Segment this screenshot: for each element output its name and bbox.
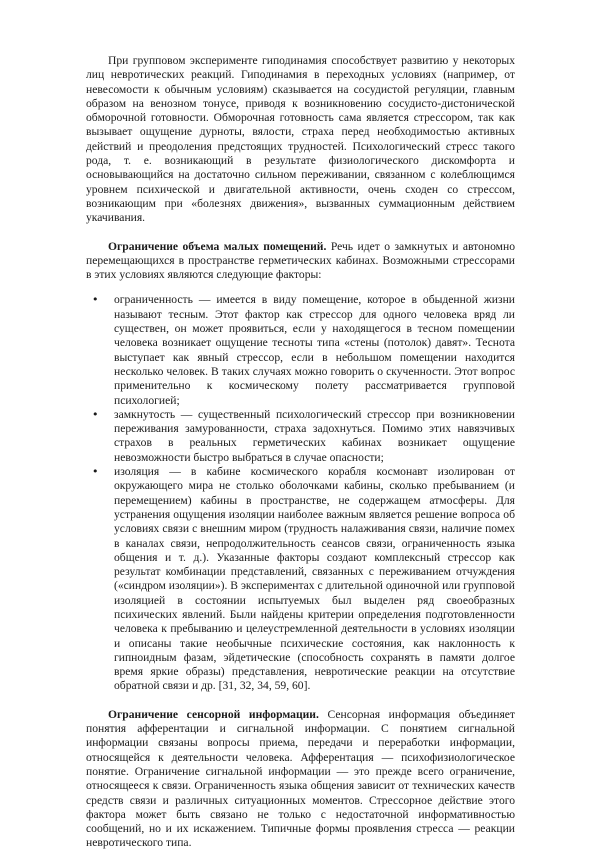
list-item (86, 408, 515, 465)
sensory-text: Сенсорная информация объединяет понятия афферентации и сигнальной информации. С понятием сигнальной информации связаны вопросы приема, передачи и переработки информации, относящейся к деятельности человека. Афферентация — психофизиологическое понятие. Ограничение сигнальной информации — это прежде всего ограничение, относящееся к связи. Ограниченность языка общения зависит от технических качеств средств связи и различных ситуационных моментов. Стрессорное действие этого фактора может быть связано не только с недостаточной информативностью сообщений, но и их искажением. Типичные формы проявления стресса — реакции невротического типа. (86, 707, 515, 850)
list-item-text: ограниченность — имеется в виду помещение, которое в обыденной жизни называют тесным. Этот фактор как стрессор для одного человека вряд ли существен, он может проявиться, если у находящегося в тесном помещении человека возникает ощущение тесноты типа «стены (потолок) давят». Теснота выступает как явный стрессор, если в небольшом помещении находится несколько человек. В таких случаях можно говорить о скученности. Этот вопрос применительно к космическому полету рассматривается групповой психологией; (114, 293, 515, 407)
list-item (86, 293, 515, 407)
sensory-paragraph (86, 708, 515, 851)
list-item-text: изоляция — в кабине космического корабля космонавт изолирован от окружающего мира не столько оболочками кабины, сколько пребыванием (и перемещением) кабины в пространстве, не содержащем атмосферы. Для устранения ощущения изоляции наиболее важным является решение вопроса об условиях связи с внешним миром (трудность налаживания связи, наличие помех в каналах связи, непродолжительность сеансов связи, ограниченность языка общения и т. д.). Указанные факторы создают комплексный стрессор как результат комбинации представлений, связанных с переживанием отчуждения («синдром изоляции»). В экспериментах с длительной одиночной или групповой изоляцией в состоянии испытуемых был выделен ряд своеобразных психических явлений. Были найдены критерии определения подготовленности человека к пребыванию и целеустремленной деятельности в условиях изоляции и описаны такие необычные психические состояния, как наклонность к гипноидным фазам, эйдетические (способность сохранять в памяти долгое время яркие образы) представления, невротические реакции на отсутствие обратной связи и др. [31, 32, 34, 59, 60]. (114, 465, 515, 693)
bullet-icon: • (92, 407, 99, 421)
small-rooms-text: Речь идет о замкнутых и автономно перемещающихся в пространстве герметических кабинах. Возможными стрессорами в этих условиях являются следующие факторы: (86, 239, 515, 282)
bullet-icon: • (92, 465, 99, 479)
document-page (86, 54, 515, 851)
list-item (86, 465, 515, 694)
small-rooms-heading: Ограничение объема малых помещений. (108, 239, 327, 253)
bullet-icon: • (92, 293, 99, 307)
sensory-heading: Ограничение сенсорной информации. (108, 707, 319, 721)
small-rooms-paragraph (86, 240, 515, 283)
list-item-text: замкнутость — существенный психологический стрессор при возникновении переживания замурованности, страха задохнуться. Помимо этих навязчивых страхов в реальных герметических кабинах возникает ощущение невозможности быстро выбраться в случае опасности; (114, 407, 515, 464)
intro-paragraph: При групповом эксперименте гиподинамия способствует развитию у некоторых лиц невротических реакций. Гиподинамия в переходных условиях (например, от невесомости к обычным условиям) сказывается на сосудистой регуляции, главным образом на венозном тонусе, приводя к возникновению сосудисто-дистонической обморочной готовности. Обморочная готовность сама является стрессором, так как вызывает ощущение дурноты, вялости, страха перед необходимостью активных действий и преодоления предстоящих трудностей. Психологический стресс такого рода, т. е. возникающий в результате физиологического дискомфорта и основывающийся на достаточно сильном переживании, связанном с колеблющимся уровнем психической и двигательной активности, очень сходен со стрессом, возникающим при «болезнях движения», вызванных суммационным действием укачивания. (86, 54, 515, 225)
stressor-list (86, 293, 515, 693)
